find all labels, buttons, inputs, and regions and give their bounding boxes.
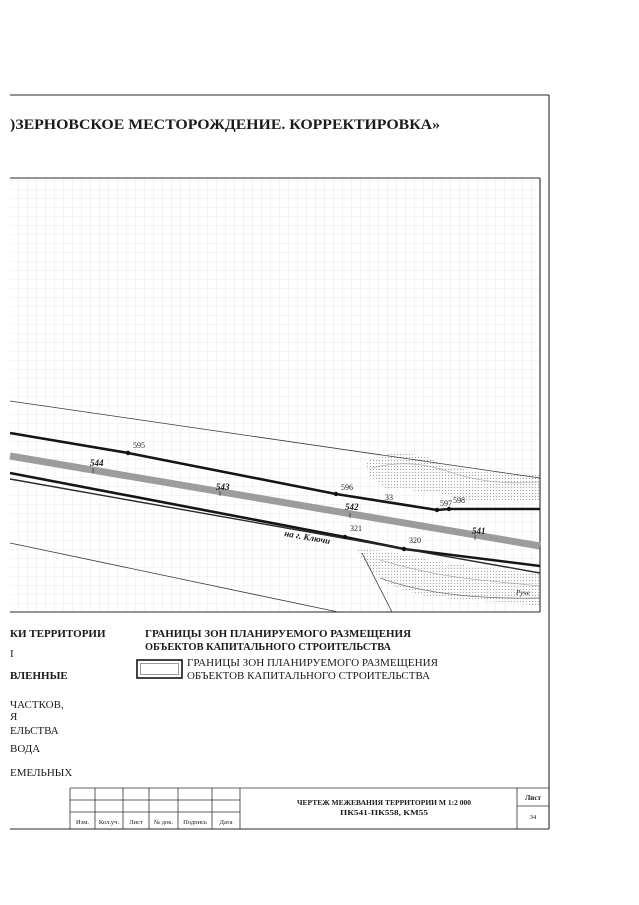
boundary-point-321 xyxy=(343,535,347,539)
legend-fragment: ВОДА xyxy=(10,743,41,755)
sheet-label: Лист xyxy=(525,794,541,802)
sheet-number: 34 xyxy=(529,814,537,821)
boundary-point-label: 597 xyxy=(440,499,452,508)
legend-fragment: ЕЛЬСТВА xyxy=(10,725,59,737)
legend-heading: ОБЪЕКТОВ КАПИТАЛЬНОГО СТРОИТЕЛЬСТВА xyxy=(145,641,392,653)
legend-fragment: Я xyxy=(10,711,18,723)
legend-zone-section xyxy=(137,628,439,682)
legend-zone-symbol xyxy=(137,660,182,678)
picket-label: 542 xyxy=(345,502,359,512)
map-grid xyxy=(10,178,540,612)
legend-fragment: КИ ТЕРРИТОРИИ xyxy=(10,628,106,640)
legend-fragment: ЧАСТКОВ, xyxy=(10,699,64,711)
drawing-title: ЧЕРТЕЖ МЕЖЕВАНИЯ ТЕРРИТОРИИ М 1:2 000 xyxy=(297,799,472,807)
drawing-subtitle: ПК541-ПК558, КМ55 xyxy=(340,809,429,817)
segment-label: 33 xyxy=(385,493,393,502)
picket-label: 541 xyxy=(472,526,486,536)
survey-map xyxy=(10,178,540,612)
boundary-point-label: 320 xyxy=(409,536,421,545)
column-header: Кол.уч. xyxy=(98,819,120,826)
legend-fragment: I xyxy=(10,648,14,660)
boundary-point-label: 596 xyxy=(341,483,353,492)
column-header: Подпись xyxy=(183,819,207,826)
picket-label: 543 xyxy=(216,482,230,492)
column-header: № док. xyxy=(153,819,174,826)
column-header: Изм. xyxy=(76,819,89,826)
boundary-point-596 xyxy=(334,492,338,496)
legend-heading: ГРАНИЦЫ ЗОН ПЛАНИРУЕМОГО РАЗМЕЩЕНИЯ xyxy=(145,628,412,640)
picket-label: 544 xyxy=(90,458,104,468)
column-header: Лист xyxy=(129,819,143,826)
road-direction-label: на г. Ключи xyxy=(283,528,332,547)
boundary-point-label: 321 xyxy=(350,524,362,533)
stream-label: Руче xyxy=(516,589,530,597)
boundary-point-597 xyxy=(435,508,439,512)
legend-fragment: ВЛЕННЫЕ xyxy=(10,670,68,682)
legend-zone-symbol-inner xyxy=(141,664,179,675)
legend-left-column xyxy=(10,628,106,779)
boundary-point-label: 595 xyxy=(133,441,145,450)
boundary-point-595 xyxy=(126,451,130,455)
boundary-point-320 xyxy=(402,547,406,551)
column-header: Дата xyxy=(219,819,233,826)
sheet-title: )ЗЕРНОВСКОЕ МЕСТОРОЖДЕНИЕ. КОРРЕКТИРОВКА» xyxy=(10,117,440,133)
title-block xyxy=(70,788,549,829)
legend-fragment: ЕМЕЛЬНЫХ xyxy=(10,767,73,779)
legend-item-label: ОБЪЕКТОВ КАПИТАЛЬНОГО СТРОИТЕЛЬСТВА xyxy=(187,670,431,682)
legend-item-label: ГРАНИЦЫ ЗОН ПЛАНИРУЕМОГО РАЗМЕЩЕНИЯ xyxy=(187,657,439,669)
boundary-point-label: 598 xyxy=(453,496,465,505)
